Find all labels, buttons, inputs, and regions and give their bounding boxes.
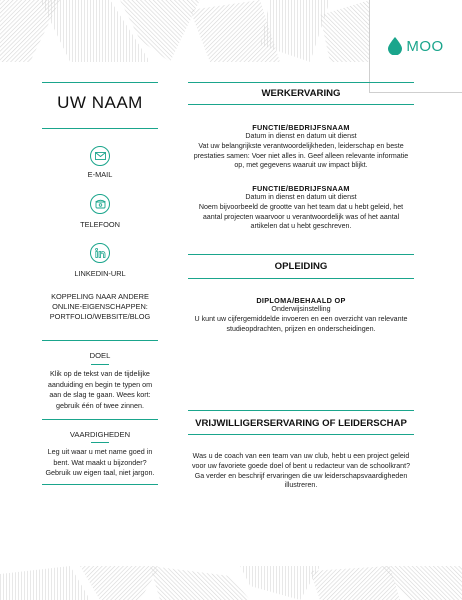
experience-title: WERKERVARING: [261, 88, 341, 99]
skills-bottom-rule: [42, 484, 158, 485]
goal-text: [42, 369, 158, 411]
pattern-graphic: [0, 566, 462, 600]
job-description: [188, 132, 414, 171]
goal-heading: DOEL: [89, 351, 111, 360]
skills-line: Gebruik uw eigen taal, niet jargon.: [45, 468, 155, 477]
logo-text: MOO: [406, 37, 444, 55]
education-bottom-rule: [188, 278, 414, 279]
mail-icon: [90, 146, 110, 166]
links-line: PORTFOLIO/WEBSITE/BLOG: [49, 312, 151, 321]
education-top-rule: [188, 254, 414, 255]
job-title: FUNCTIE/BEDRIJFSNAAM: [252, 123, 350, 132]
phone-label: TELEFOON: [80, 220, 120, 229]
goal-bottom-rule: [42, 419, 158, 420]
degree-title: DIPLOMA/BEHAALD OP: [256, 296, 346, 305]
links-line: KOPPELING NAAR ANDERE: [51, 292, 149, 301]
job-line: Vat uw belangrijkste verantwoordelijkheden, leiderschap en beste: [198, 141, 404, 150]
linkedin-icon: [90, 243, 110, 263]
volunteer-title: VRIJWILLIGERSERVARING OF LEIDERSCHAP: [195, 418, 407, 429]
goal-accent-rule: [91, 364, 109, 365]
education-line: studieopdrachten, prijzen en onderscheidingen.: [226, 324, 376, 333]
volunteer-line: illustreren.: [284, 481, 318, 490]
skills-heading: VAARDIGHEDEN: [69, 430, 131, 439]
links-line: ONLINE-EIGENSCHAPPEN:: [52, 302, 148, 311]
volunteer-line: voor uw favoriete goede doel of bent u redacteur van de schoolkrant?: [191, 461, 411, 470]
job-line: op, met gegevens waaruit uw impact blijkt.: [234, 161, 368, 170]
applicant-name: UW NAAM: [57, 93, 143, 112]
linkedin-label: LINKEDIN-URL: [74, 269, 126, 278]
phone-icon: [90, 194, 110, 214]
job-line: Datum in dienst en datum uit dienst: [245, 132, 357, 140]
name-bottom-rule: [42, 128, 158, 129]
experience-top-rule: [188, 82, 414, 83]
education-title: OPLEIDING: [274, 261, 328, 272]
experience-bottom-rule: [188, 104, 414, 105]
volunteer-bottom-rule: [188, 434, 414, 435]
goal-line: aanduiding en begin te typen om: [47, 379, 153, 389]
drop-icon: [388, 37, 402, 55]
volunteer-line: Ga verder en beschrijf ervaringen die uw leiderschapsvaardigheden: [194, 471, 408, 480]
skills-line: Leg uit waar u met name goed in: [47, 447, 153, 456]
online-links: [40, 292, 160, 322]
goal-line: Klik op de tekst van de tijdelijke: [50, 369, 150, 378]
job-line: artikelen dat u hebt geschreven.: [250, 222, 352, 231]
job-title: FUNCTIE/BEDRIJFSNAAM: [252, 184, 350, 193]
decorative-pattern-bottom: [0, 566, 462, 600]
job-description: [188, 193, 414, 232]
goal-line: gebruik één of twee zinnen.: [56, 400, 144, 410]
skills-text: [42, 447, 158, 479]
education-line: U kunt uw cijfergemiddelde invoeren en een overzicht van relevante: [194, 314, 408, 323]
skills-accent-rule: [91, 442, 109, 443]
education-description: [188, 305, 414, 334]
job-line: prestaties samen: Voer niet alles in. Geef alleen relevante informatie: [193, 151, 409, 160]
email-label: E-MAIL: [87, 170, 113, 179]
volunteer-description: [188, 452, 414, 491]
job-line: aantal projecten waarvoor u verantwoordelijk was of het aantal: [202, 212, 400, 221]
job-line: Noem bijvoorbeeld de grootte van het team dat u hebt geleid, het: [198, 202, 404, 211]
job-line: Datum in dienst en datum uit dienst: [245, 193, 357, 201]
volunteer-top-rule: [188, 410, 414, 411]
name-top-rule: [42, 82, 158, 83]
volunteer-line: Was u de coach van een team van uw club, hebt u een project geleid: [192, 452, 410, 460]
goal-top-rule: [42, 340, 158, 341]
skills-line: bent. Wat maakt u bijzonder?: [53, 457, 147, 467]
goal-line: aan de slag te gaan. Wees kort:: [49, 390, 151, 399]
education-line: Onderwijsinstelling: [271, 305, 331, 313]
moo-logo: [369, 0, 462, 93]
